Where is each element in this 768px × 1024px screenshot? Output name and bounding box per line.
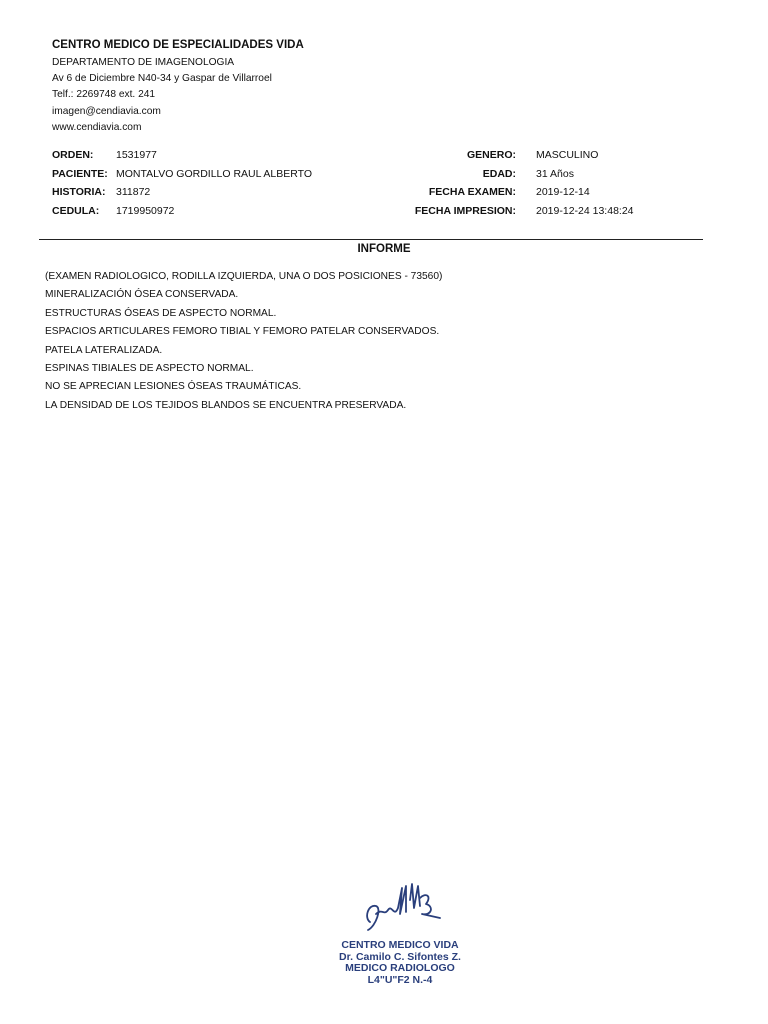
report-line: ESTRUCTURAS ÓSEAS DE ASPECTO NORMAL. bbox=[45, 307, 277, 319]
field-row-fecha-examen bbox=[400, 186, 634, 205]
field-value: 1719950972 bbox=[116, 204, 175, 217]
report-line: ESPINAS TIBIALES DE ASPECTO NORMAL. bbox=[45, 362, 254, 374]
stamp-line: CENTRO MEDICO VIDA bbox=[341, 939, 459, 951]
patient-info-left bbox=[52, 149, 312, 223]
field-value: 311872 bbox=[116, 186, 151, 198]
field-label: EDAD: bbox=[482, 167, 516, 180]
field-row-cedula bbox=[52, 205, 312, 224]
stamp-line: Dr. Camilo C. Sifontes Z. bbox=[339, 950, 461, 963]
report-line: MINERALIZACIÓN ÓSEA CONSERVADA. bbox=[45, 289, 239, 301]
report-body bbox=[45, 271, 442, 418]
report-line: ESPACIOS ARTICULARES FEMORO TIBIAL Y FEMORO PATELAR CONSERVADOS. bbox=[45, 326, 440, 338]
report-line: PATELA LATERALIZADA. bbox=[45, 344, 163, 356]
clinic-website: www.cendiavia.com bbox=[52, 121, 142, 133]
field-row-orden bbox=[52, 149, 312, 168]
stamp-text bbox=[300, 940, 500, 986]
clinic-address: Av 6 de Diciembre N40-34 y Gaspar de Villarroel bbox=[52, 73, 272, 85]
signature-icon bbox=[362, 878, 446, 938]
field-label: CEDULA: bbox=[52, 204, 100, 217]
clinic-header bbox=[52, 39, 304, 136]
stamp-line: MEDICO RADIOLOGO bbox=[345, 962, 455, 974]
field-value: 31 Años bbox=[536, 167, 574, 180]
field-value: 2019-12-24 13:48:24 bbox=[536, 204, 634, 217]
department-name: DEPARTAMENTO DE IMAGENOLOGIA bbox=[52, 57, 235, 68]
field-value: 1531977 bbox=[116, 149, 157, 161]
field-value: MONTALVO GORDILLO RAUL ALBERTO bbox=[116, 167, 313, 180]
field-value: MASCULINO bbox=[536, 149, 599, 161]
field-label: FECHA IMPRESION: bbox=[414, 204, 516, 217]
field-label: ORDEN: bbox=[52, 149, 94, 161]
field-row-edad bbox=[400, 168, 634, 187]
doctor-stamp bbox=[300, 874, 500, 994]
report-title: INFORME bbox=[357, 243, 411, 255]
patient-info-right bbox=[400, 149, 634, 223]
stamp-line: L4"U"F2 N.-4 bbox=[367, 973, 433, 986]
report-line: NO SE APRECIAN LESIONES ÓSEAS TRAUMÁTICAS. bbox=[45, 381, 302, 393]
clinic-name: CENTRO MEDICO DE ESPECIALIDADES VIDA bbox=[52, 39, 304, 51]
field-row-fecha-impresion bbox=[400, 205, 634, 224]
report-line: LA DENSIDAD DE LOS TEJIDOS BLANDOS SE ENCUENTRA PRESERVADA. bbox=[45, 399, 407, 411]
field-row-paciente bbox=[52, 168, 312, 187]
field-value: 2019-12-14 bbox=[536, 186, 590, 198]
field-label: GENERO: bbox=[466, 149, 516, 161]
field-label: PACIENTE: bbox=[52, 167, 108, 180]
field-row-genero bbox=[400, 149, 634, 168]
field-label: HISTORIA: bbox=[52, 186, 106, 198]
field-row-historia bbox=[52, 186, 312, 205]
clinic-email: imagen@cendiavia.com bbox=[52, 105, 161, 117]
field-label: FECHA EXAMEN: bbox=[428, 186, 516, 198]
section-divider bbox=[39, 239, 703, 240]
clinic-phone: Telf.: 2269748 ext. 241 bbox=[52, 89, 156, 101]
report-line: (EXAMEN RADIOLOGICO, RODILLA IZQUIERDA, UNA O DOS POSICIONES - 73560) bbox=[45, 271, 443, 282]
